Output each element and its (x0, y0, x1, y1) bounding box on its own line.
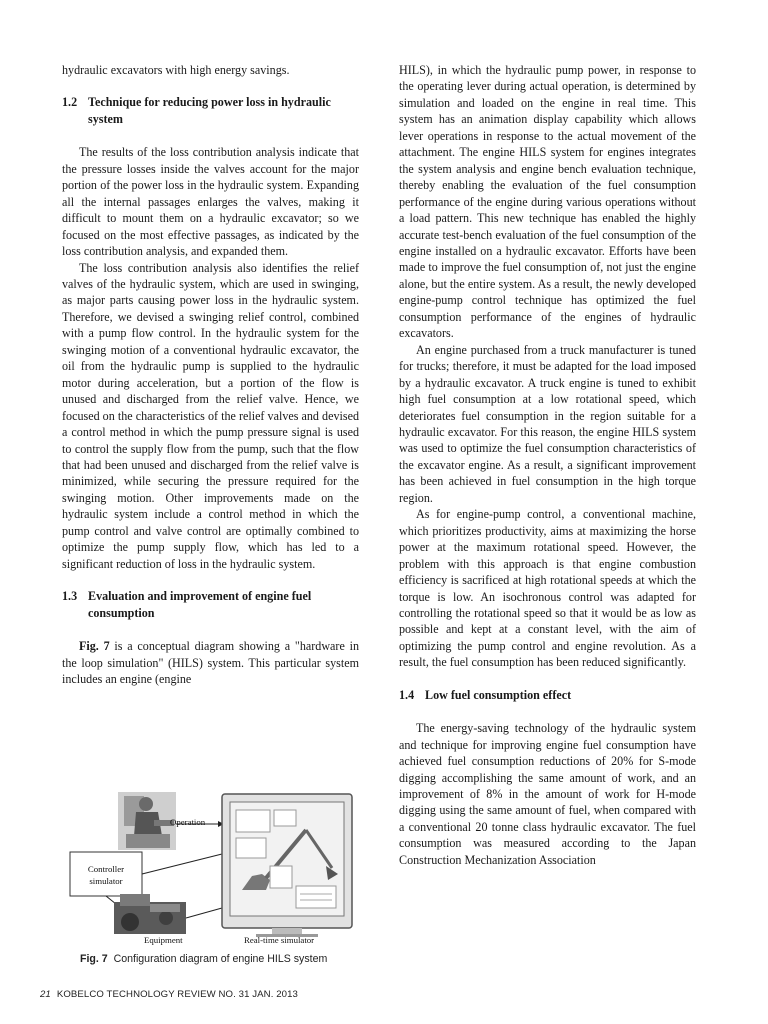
section-heading-1-4 (399, 687, 696, 703)
paragraph: HILS), in which the hydraulic pump power, in response to the operating lever during actual operation, is determined by simulation and loaded on the engine in real time. This system has an animation display capability which allows lever operations in response to the actual movement of the attachment. The engine HILS system for engines integrates the system analysis and engine bench evaluation technique, thereby enabling the evaluation of the fuel consumption performance of the engine during various operations without a load pattern. This new technique has enabled the highly accurate test-bench evaluation of the fuel consumption of the engine installed on a hydraulic excavator. Efforts have been made to improve the fuel consumption of, not just the engine alone, but the entire system. As a result, the newly developed engine-pump control technique has optimized the fuel consumption performance of the engines of hydraulic excavators. (399, 63, 696, 341)
paragraph (62, 638, 359, 687)
controller-simulator-box (70, 852, 142, 896)
figure-caption (80, 953, 360, 965)
realtime-simulator-label: Real-time simulator (244, 935, 315, 945)
page-number: 21 (40, 989, 51, 1000)
realtime-simulator-monitor (222, 794, 352, 937)
left-column (62, 62, 359, 687)
paragraph: The loss contribution analysis also identifies the relief valves of the hydraulic system, which are used in swinging, as major parts causing power loss in the hydraulic system. Therefore, we devised a swinging relief control, combined with a pump flow control. In the hydraulic system for the swinging motion of a conventional hydraulic excavator, the oil from the hydraulic pump is supplied to the hydraulic motor during acceleration, but a portion of the flow is unused and discharged from the relief valve. Hence, we focused on the characteristics of the relief valves and devised a control method in which the pump pressure signal is used to control the supply flow from the pump, such that the flow that had been unused and discharged from the relief valve is minimized, while securing the pressure required for the swinging motion. Other improvements made on the hydraulic system include a control method in which the pump control and valve control are optimally combined to optimize the pump supply flow, which has led to a significant reduction of loss in the hydraulic system. (62, 260, 359, 571)
hils-diagram-illustration (66, 790, 356, 950)
page-footer (40, 989, 298, 1000)
equipment-label: Equipment (144, 935, 183, 945)
operator-photo (118, 792, 176, 850)
figure-hils-diagram (66, 790, 356, 950)
operation-label: Operation (170, 817, 206, 827)
section-title: Technique for reducing power loss in hydraulic system (88, 95, 331, 126)
section-number: 1.3 (62, 589, 78, 604)
figure-caption-label: Fig. 7 (80, 953, 108, 965)
paragraph: An engine purchased from a truck manufacturer is tuned for trucks; therefore, it must be adapted for the load imposed by a hydraulic excavator. A truck engine is tuned to exhibit high fuel consumption at a low rotational speed, which deteriorates fuel consumption in the region suitable for a hydraulic excavator. For this reason, the engine HILS system was used to optimize the fuel consumption characteristics of the excavator engine. As a result, a significant improvement has been achieved in fuel consumption in the high torque region. (399, 342, 696, 505)
figure-caption-text: Configuration diagram of engine HILS system (113, 953, 328, 965)
paragraph: As for engine-pump control, a conventional machine, which prioritizes productivity, aims at maximizing the horse power at the maximum rotational speed. However, the problem with this approach is that engine combustion efficiency is sacrificed at high rotational speeds at which the torque is low. An isochronous control was adapted for controlling the rotational speed so that it would be as low as possible and kept at a constant level, with the aim of optimizing the pump control and engine revolution. As a result, the fuel consumption has been reduced significantly. (399, 507, 696, 670)
figure-reference: Fig. 7 (79, 639, 110, 654)
paragraph: The energy-saving technology of the hydraulic system and technique for improving engine fuel consumption have achieved fuel consumption reductions of 20% for S-mode digging accomplishing the same amount of work, and an improvement of 8% in the amount of work for H-mode digging using the same amount of fuel, when compared with a conventional 20 tonne class hydraulic excavator. The fuel consumption was measured according to the Japan Construction Mechanization Association (399, 721, 696, 867)
right-column (399, 62, 696, 868)
section-number: 1.4 (399, 687, 415, 702)
paragraph: The results of the loss contribution analysis indicate that the pressure losses inside the valves account for the major portion of the power loss in the hydraulic system. Expanding all the internal passages enlarges the valves, making it difficult to mount them on a hydraulic excavator; so we focused on the most effective passages, as indicated by the loss contribution analysis, and expanded them. (62, 145, 359, 259)
section-title: Low fuel consumption effect (425, 687, 572, 702)
paragraph-text: is a conceptual diagram showing a "hardware in the loop simulation" (HILS) system. This particular system includes an engine (engine (62, 639, 360, 686)
controller-label-line1: Controller (87, 864, 125, 874)
engine-equipment (114, 894, 186, 934)
journal-name: KOBELCO TECHNOLOGY REVIEW NO. 31 JAN. 2013 (56, 989, 298, 1000)
section-title: Evaluation and improvement of engine fuel consumption (88, 589, 312, 620)
section-heading-1-3 (62, 588, 359, 621)
paragraph: hydraulic excavators with high energy savings. (62, 63, 290, 77)
controller-label-line2: simulator (89, 876, 123, 886)
section-heading-1-2 (62, 94, 359, 127)
section-number: 1.2 (62, 95, 78, 110)
